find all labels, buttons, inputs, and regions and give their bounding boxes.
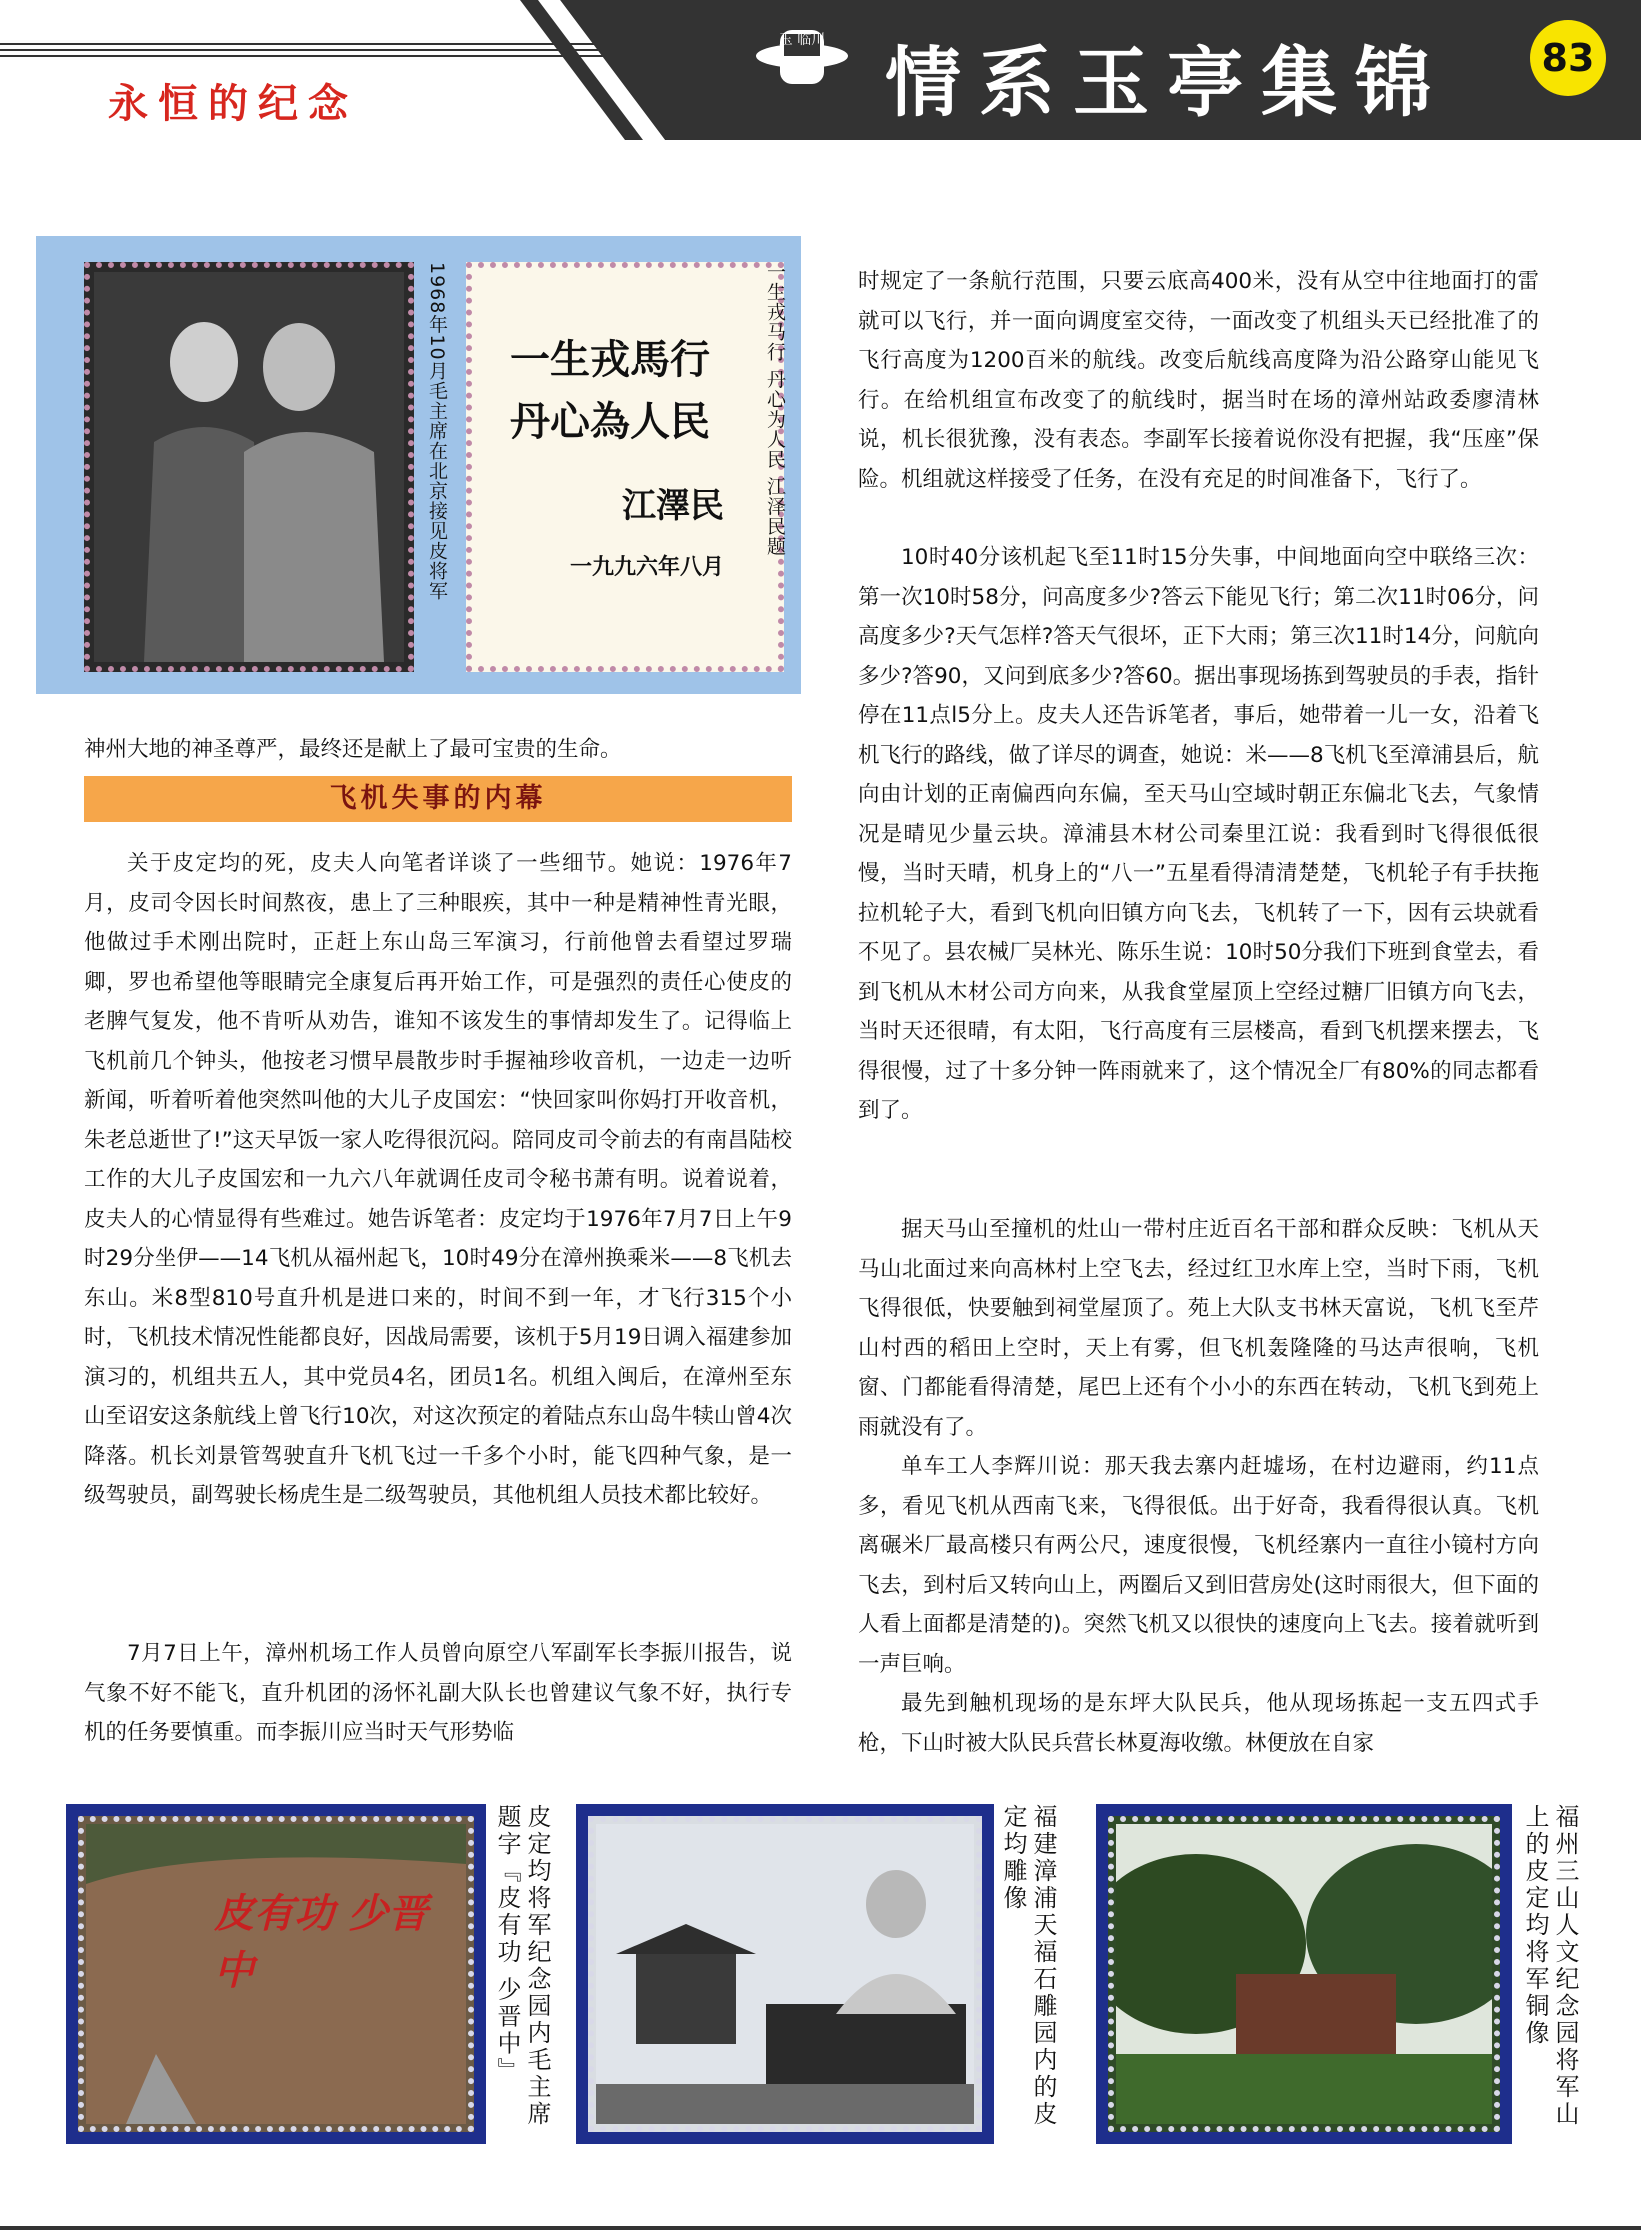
right-paragraph-2: 10时40分该机起飞至11时15分失事，中间地面向空中联络三次：第一次10时58分，问高度多少?答云下能见飞行；第二次11时06分，问高度多少?天气怎样?答天气很坏，正下大雨；第三次11时14分，问航向多少?答90，又问到底多少?答60。据出事现场拣到驾驶员的手表，指针停在11点l5分上。皮夫人还告诉笔者，事后，她带着一儿一女，沿着飞机飞行的路线，做了详尽的调查，她说：米——8飞机飞至漳浦县后，航向由计划的正南偏西向东偏，至天马山空域时朝正东偏北飞去，气象情况是晴见少量云块。漳浦县木材公司秦里江说：我看到时飞得很低很慢，当时天晴，机身上的“八一”五星看得清清楚楚，飞机轮子有手扶拖拉机轮子大，看到飞机向旧镇方向飞去，飞机转了一下，因有云块就看不见了。县农械厂吴林光、陈乐生说：10时50分我们下班到食堂去，看到飞机从木材公司方向来，从我食堂屋顶上空经过糖厂旧镇方向飞去，当时天还很晴，有太阳，飞行高度有三层楼高，看到飞机摆来摆去，飞得很慢，过了十多分钟一阵雨就来了，这个情况全厂有80%的同志都看到了。: [858, 545, 1539, 1123]
section-name: 永恒的纪念: [108, 81, 358, 127]
bottom-figure-1: [66, 1804, 486, 2144]
header-title: 情系玉亭集锦: [885, 38, 1449, 127]
bottom-caption-3: 福州三山人文纪念园将军山上的皮定均将军铜像: [1521, 1804, 1579, 2128]
logo-text: 玉 临川: [778, 32, 826, 48]
right-paragraph-3: 据天马山至撞机的灶山一带村庄近百名干部和群众反映：飞机从天马山北面过来向高林村上空飞去，经过红卫水库上空，当时下雨，飞机飞得很低，快要触到祠堂屋顶了。苑上大队支书林天富说，飞机飞至芹山村西的稻田上空时，天上有雾，但飞机轰隆隆的马达声很响，飞机窗、门都能看得清楚，尾巴上还有个小小的东西在转动，飞机飞到苑上雨就没有了。: [858, 1217, 1539, 1440]
photo-stamp: [84, 262, 414, 672]
left-intro: 神州大地的神圣尊严，最终还是献上了最可宝贵的生命。: [84, 737, 622, 762]
stamp-frame: [1108, 1816, 1500, 2132]
stamp-frame: [588, 1816, 982, 2132]
calligraphy-date: 一九九六年八月: [570, 554, 725, 580]
bottom-figure-2: [576, 1804, 994, 2144]
bronze-statue-photo: [1116, 1824, 1492, 2124]
calligraphy-line1: 一生戎馬行: [510, 336, 710, 383]
right-paragraph-5: 最先到触机现场的是东坪大队民兵，他从现场拣起一支五四式手枪，下山时被大队民兵营长林夏海收缴。林便放在自家: [858, 1691, 1539, 1756]
bottom-caption-1: 皮定均将军纪念园内毛主席题字『皮有功 少晋中』: [493, 1804, 551, 2128]
rock-inscription: 皮有功 少晋中: [214, 1890, 428, 1994]
right-paragraph-1: 时规定了一条航行范围，只要云底高400米，没有从空中往地面打的雷就可以飞行，并一面向调度室交待，一面改变了机组头天已经批准了的飞行高度为1200百米的航线。改变后航线高度降为沿公路穿山能见飞行。在给机组宣布改变了的航线时，据当时在场的漳州站政委廖清林说，机长很犹豫，没有表态。李副军长接着说你没有把握，我“压座”保险。机组就这样接受了任务，在没有充足的时间准备下，飞行了。: [858, 269, 1539, 492]
calligraphy-line2: 丹心為人民: [510, 398, 710, 445]
calligraphy-signature: 江澤民: [622, 486, 724, 526]
footer-rule: [0, 2226, 1641, 2230]
calligraphy-caption: 一生戎马行 丹心为人民 江泽民题: [764, 262, 786, 557]
left-paragraph-1: 关于皮定均的死，皮夫人向笔者详谈了一些细节。她说：1976年7月，皮司令因长时间熬夜，患上了三种眼疾，其中一种是精神性青光眼，他做过手术刚出院时，正赶上东山岛三军演习，行前他曾去看望过罗瑞卿，罗也希望他等眼睛完全康复后再开始工作，可是强烈的责任心使皮的老脾气复发，他不肯听从劝告，谁知不该发生的事情却发生了。记得临上飞机前几个钟头，他按老习惯早晨散步时手握袖珍收音机，一边走一边听新闻，听着听着他突然叫他的大儿子皮国宏：“快回家叫你妈打开收音机，朱老总逝世了!”这天早饭一家人吃得很沉闷。陪同皮司令前去的有南昌陆校工作的大儿子皮国宏和一九六八年就调任皮司令秘书萧有明。说着说着，皮夫人的心情显得有些难过。她告诉笔者：皮定均于1976年7月7日上午9时29分坐伊——14飞机从福州起飞，10时49分在漳州换乘米——8飞机去东山。米8型810号直升机是进口来的，时间不到一年，才飞行315个小时，飞机技术情况性能都良好，因战局需要，该机于5月19日调入福建参加演习的，机组共五人，其中党员4名，团员1名。机组入闽后，在漳州至东山至诏安这条航线上曾飞行10次，对这次预定的着陆点东山岛牛犊山曾4次降落。机长刘景管驾驶直升飞机飞过一千多个小时，能飞四种气象，是一级驾驶员，副驾驶长杨虎生是二级驾驶员，其他机组人员技术都比较好。: [84, 851, 792, 1508]
top-stamp-figure: [36, 236, 801, 694]
page-number: 83: [1530, 20, 1606, 96]
statue-photo: [596, 1824, 974, 2124]
stamp-frame: [78, 1816, 474, 2132]
calligraphy-stamp: [466, 262, 784, 672]
left-paragraph-2: 7月7日上午，漳州机场工作人员曾向原空八军副军长李振川报告，说气象不好不能飞，直升机团的汤怀礼副大队长也曾建议气象不好，执行专机的任务要慎重。而李振川应当时天气形势临: [84, 1641, 792, 1745]
bottom-figure-3: [1096, 1804, 1512, 2144]
photo-caption: 1968年10月毛主席在北京接见皮将军: [426, 262, 448, 601]
right-paragraph-4: 单车工人李辉川说：那天我去寨内赶墟场，在村边避雨，约11点多，看见飞机从西南飞来，飞得很低。出于好奇，我看得很认真。飞机离碾米厂最高楼只有两公尺，速度很慢，飞机经寨内一直往小镜村方向飞去，到村后又转向山上，两圈后又到旧营房处(这时雨很大，但下面的人看上面都是清楚的)。突然飞机又以很快的速度向上飞去。接着就听到一声巨响。: [858, 1454, 1539, 1677]
bottom-caption-2: 福建漳浦天福石雕园内的皮定均雕像: [999, 1804, 1057, 2128]
subheading: 飞机失事的内幕: [84, 776, 792, 822]
chairman-photo: [94, 272, 404, 662]
